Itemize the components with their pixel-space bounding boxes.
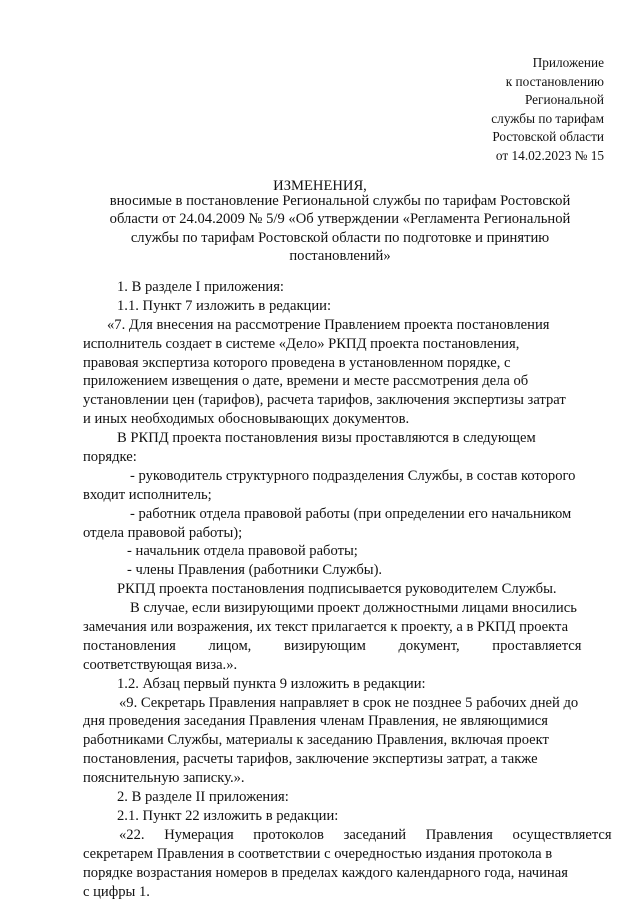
document-subtitle	[100, 192, 580, 266]
paragraph-line: РКПД проекта постановления подписывается руководителем Службы.	[117, 581, 557, 598]
paragraph-line	[107, 316, 603, 335]
paragraph-line: приложением извещения о дате, времени и месте рассмотрения дела об	[83, 373, 529, 390]
clause-heading: 1.1. Пункт 7 изложить в редакции:	[117, 297, 332, 314]
paragraph-line: соответствующая виза.».	[83, 656, 238, 673]
section-heading: 2. В разделе II приложения:	[117, 789, 289, 806]
paragraph-line: дня проведения заседания Правления членам Правления, не являющимися	[83, 713, 548, 730]
clause-heading: 1.2. Абзац первый пункта 9 изложить в редакции:	[117, 675, 426, 692]
appendix-header	[454, 54, 604, 166]
list-item: - работник отдела правовой работы (при определении его начальником	[130, 505, 572, 522]
paragraph-line: входит исполнитель;	[83, 486, 212, 503]
subtitle-line: постановлений»	[289, 248, 391, 265]
paragraph-line: пояснительную записку.».	[83, 770, 245, 787]
paragraph-line: секретарем Правления в соответствии с очередностью издания протокола в	[83, 845, 553, 862]
paragraph-line: с цифры 1.	[83, 883, 150, 900]
paragraph-line: исполнитель создает в системе «Дело» РКПД проекта постановления,	[83, 335, 520, 352]
paragraph-line: В РКПД проекта постановления визы проставляются в следующем	[117, 430, 536, 447]
text-line: «7. Для внесения на рассмотрение Правлением проекта постановления	[107, 316, 550, 333]
appendix-line: службы по тарифам	[491, 110, 604, 126]
paragraph-line: «22. Нумерация протоколов заседаний Правления осуществляется	[119, 826, 612, 843]
document-title: ИЗМЕНЕНИЯ,	[273, 178, 367, 194]
paragraph-line: отдела правовой работы);	[83, 524, 243, 541]
clause-heading: 2.1. Пункт 22 изложить в редакции:	[117, 807, 339, 824]
paragraph-line: постановления, расчеты тарифов, заключение экспертизы затрат, а также	[83, 751, 538, 768]
paragraph-line: порядке:	[83, 449, 137, 466]
paragraph-line: и иных необходимых обосновывающих документов.	[83, 411, 410, 428]
paragraph-line: постановления лицом, визирующим документ, проставляется	[83, 637, 582, 654]
paragraph-line: «9. Секретарь Правления направляет в срок не позднее 5 рабочих дней до	[119, 694, 579, 711]
document-body	[83, 278, 612, 901]
list-item: - руководитель структурного подразделения Службы, в состав которого	[130, 467, 576, 484]
paragraph-line: работниками Службы, материалы к заседанию Правления, включая проект	[83, 732, 549, 749]
subtitle-line: службы по тарифам Ростовской области по подготовке и принятию	[130, 229, 550, 246]
appendix-line: к постановлению	[505, 73, 604, 89]
appendix-line: от 14.02.2023 № 15	[495, 147, 604, 163]
subtitle-line: вносимые в постановление Региональной службы по тарифам Ростовской	[109, 193, 571, 209]
paragraph-line: правовая экспертиза которого проведена в установленном порядке, с	[83, 354, 511, 371]
paragraph-line: порядке возрастания номеров в пределах каждого календарного года, начиная	[83, 864, 568, 881]
paragraph-line: установлении цен (тарифов), расчета тарифов, заключения экспертизы затрат	[83, 392, 566, 409]
appendix-line: Приложение	[532, 55, 604, 70]
list-item: - начальник отдела правовой работы;	[127, 543, 358, 560]
appendix-line: Ростовской области	[492, 129, 604, 145]
list-item: - члены Правления (работники Службы).	[127, 562, 383, 579]
section-heading: 1. В разделе I приложения:	[117, 279, 284, 295]
appendix-line: Региональной	[524, 92, 604, 108]
subtitle-line: области от 24.04.2009 № 5/9 «Об утверждении «Регламента Региональной	[109, 211, 571, 228]
paragraph-line: В случае, если визирующими проект должностными лицами вносились	[130, 600, 577, 617]
paragraph-line: замечания или возражения, их текст прилагается к проекту, а в РКПД проекта	[83, 619, 569, 636]
